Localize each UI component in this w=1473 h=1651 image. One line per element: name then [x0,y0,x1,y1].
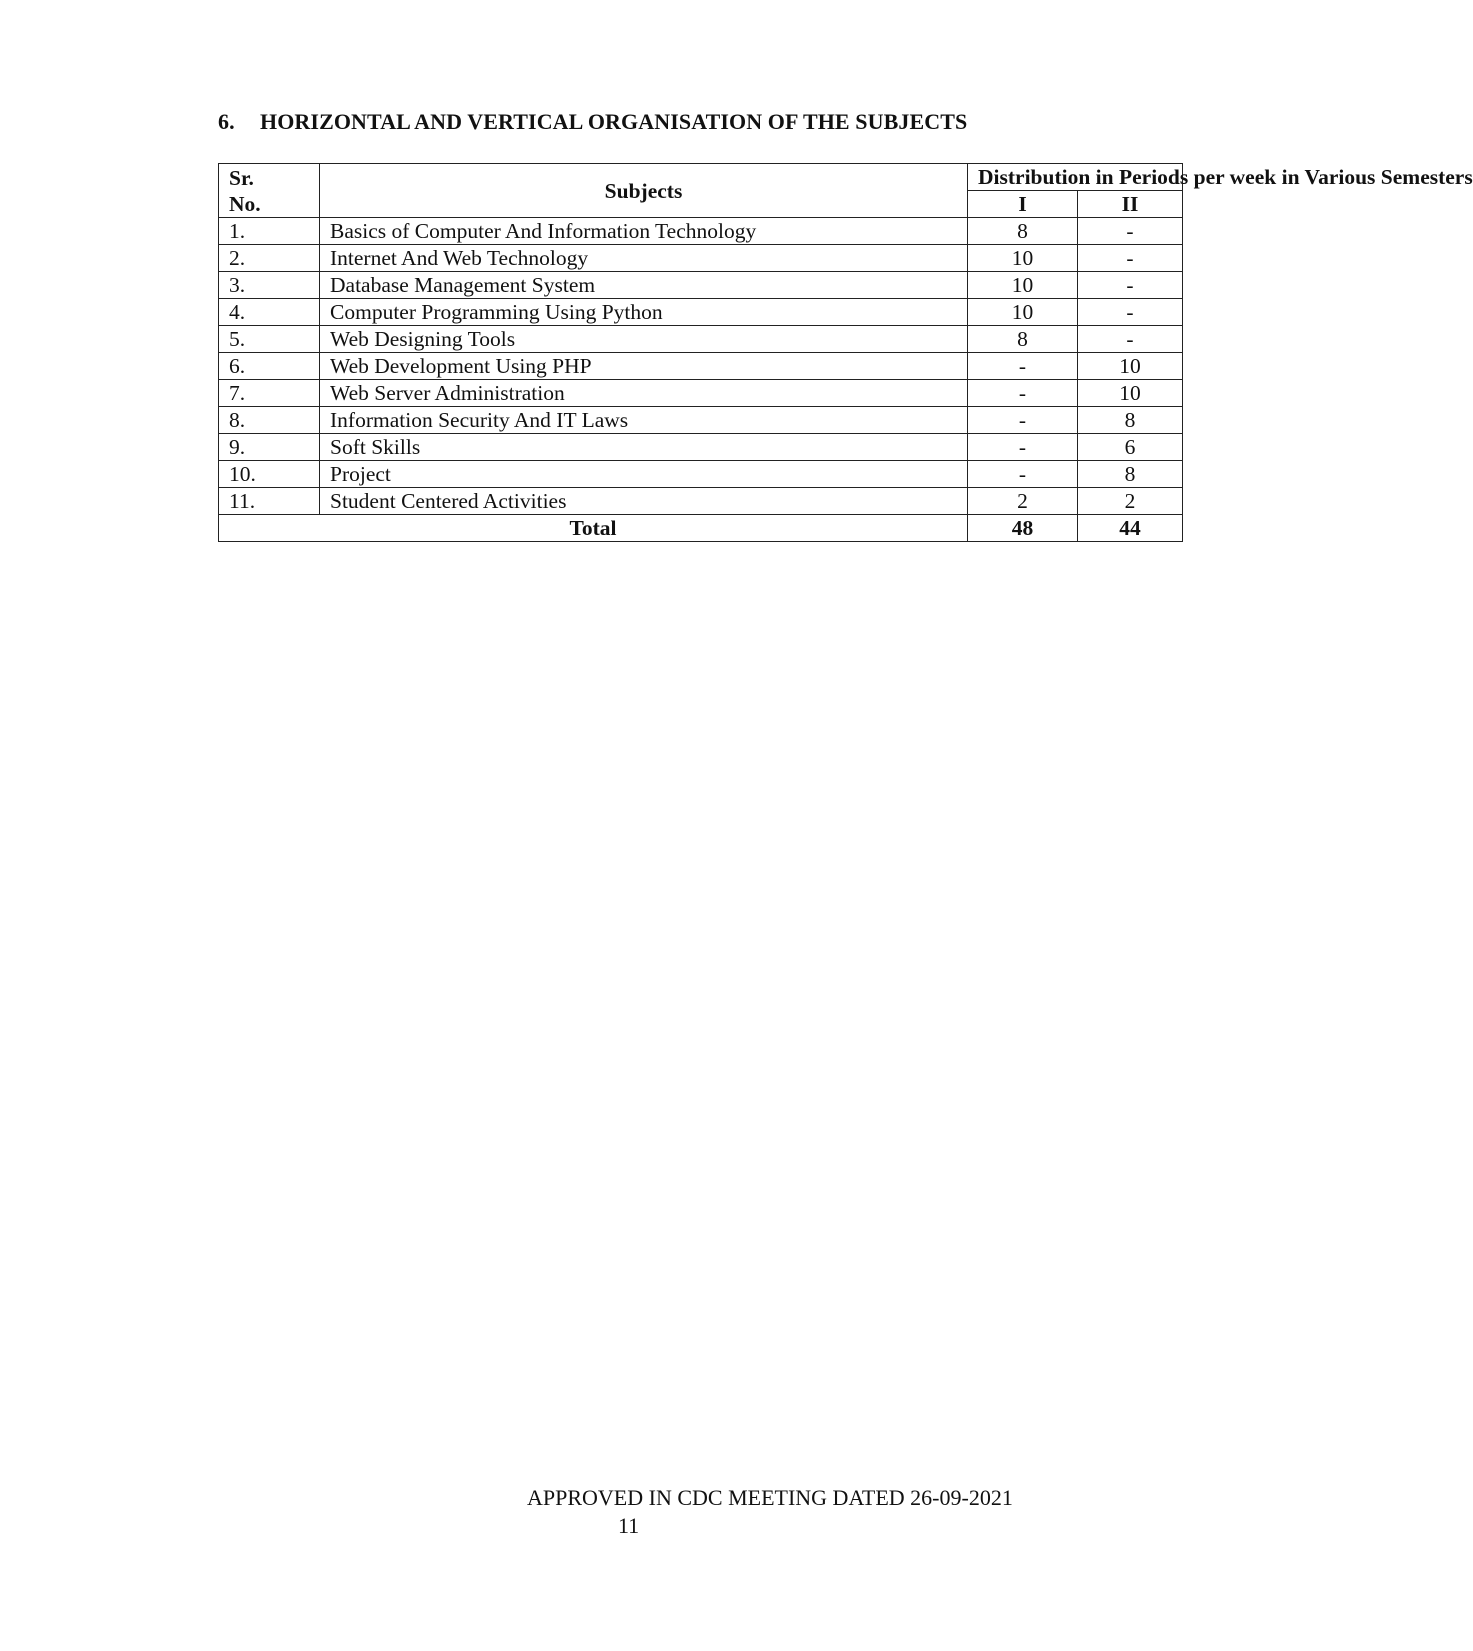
row-sr-no: 11. [219,488,320,515]
approval-footer: APPROVED IN CDC MEETING DATED 26-09-2021 [527,1485,1013,1510]
sr-no-header [219,164,320,218]
row-sem1-periods: 8 [968,326,1078,353]
row-sem2-periods: - [1078,272,1183,299]
row-subject: Web Server Administration [320,380,968,407]
row-sem2-periods: 6 [1078,434,1183,461]
row-sr-no: 6. [219,353,320,380]
row-subject: Project [320,461,968,488]
table-row [219,272,1183,299]
row-sem2-periods: 8 [1078,461,1183,488]
table-row [219,245,1183,272]
row-sem1-periods: 10 [968,272,1078,299]
section-title: HORIZONTAL AND VERTICAL ORGANISATION OF THE SUBJECTS [260,109,968,134]
total-label: Total [219,515,968,542]
row-sem1-periods: - [968,380,1078,407]
row-sem2-periods: - [1078,218,1183,245]
total-sem1: 48 [968,515,1078,542]
row-subject: Basics of Computer And Information Technology [320,218,968,245]
section-heading [218,109,967,135]
row-sem1-periods: - [968,353,1078,380]
row-subject: Internet And Web Technology [320,245,968,272]
row-sem1-periods: 10 [968,299,1078,326]
table-row [219,434,1183,461]
sr-header-line1: Sr. [229,165,254,190]
row-subject: Computer Programming Using Python [320,299,968,326]
row-sr-no: 2. [219,245,320,272]
table-row [219,380,1183,407]
table-row [219,299,1183,326]
table-row [219,353,1183,380]
row-sem2-periods: 10 [1078,380,1183,407]
subjects-header: Subjects [320,164,968,218]
row-subject: Web Designing Tools [320,326,968,353]
row-subject: Database Management System [320,272,968,299]
row-sr-no: 4. [219,299,320,326]
row-sr-no: 5. [219,326,320,353]
table-row [219,407,1183,434]
page-number: 11 [618,1513,640,1538]
row-sem2-periods: 10 [1078,353,1183,380]
subjects-table [218,163,1473,542]
table-row [219,326,1183,353]
table-row [219,461,1183,488]
row-subject: Information Security And IT Laws [320,407,968,434]
distribution-header: Distribution in Periods per week in Various Semesters [968,164,1183,191]
row-sem2-periods: - [1078,299,1183,326]
row-sem2-periods: 8 [1078,407,1183,434]
row-sr-no: 3. [219,272,320,299]
row-sr-no: 9. [219,434,320,461]
row-sem1-periods: 2 [968,488,1078,515]
row-sem1-periods: - [968,407,1078,434]
row-sem1-periods: - [968,461,1078,488]
total-row [219,515,1183,542]
table-row [219,218,1183,245]
total-sem2: 44 [1078,515,1183,542]
row-sr-no: 1. [219,218,320,245]
row-sr-no: 7. [219,380,320,407]
section-number: 6. [218,109,235,134]
row-sr-no: 8. [219,407,320,434]
row-sem1-periods: - [968,434,1078,461]
semester-2-header: II [1078,191,1183,218]
row-subject: Student Centered Activities [320,488,968,515]
row-sem1-periods: 8 [968,218,1078,245]
semester-1-header: I [968,191,1078,218]
row-sem2-periods: - [1078,245,1183,272]
table-row [219,488,1183,515]
table-header-row [219,164,1183,191]
row-subject: Web Development Using PHP [320,353,968,380]
row-subject: Soft Skills [320,434,968,461]
sr-header-line2: No. [229,191,261,216]
row-sem1-periods: 10 [968,245,1078,272]
row-sem2-periods: - [1078,326,1183,353]
row-sem2-periods: 2 [1078,488,1183,515]
row-sr-no: 10. [219,461,320,488]
